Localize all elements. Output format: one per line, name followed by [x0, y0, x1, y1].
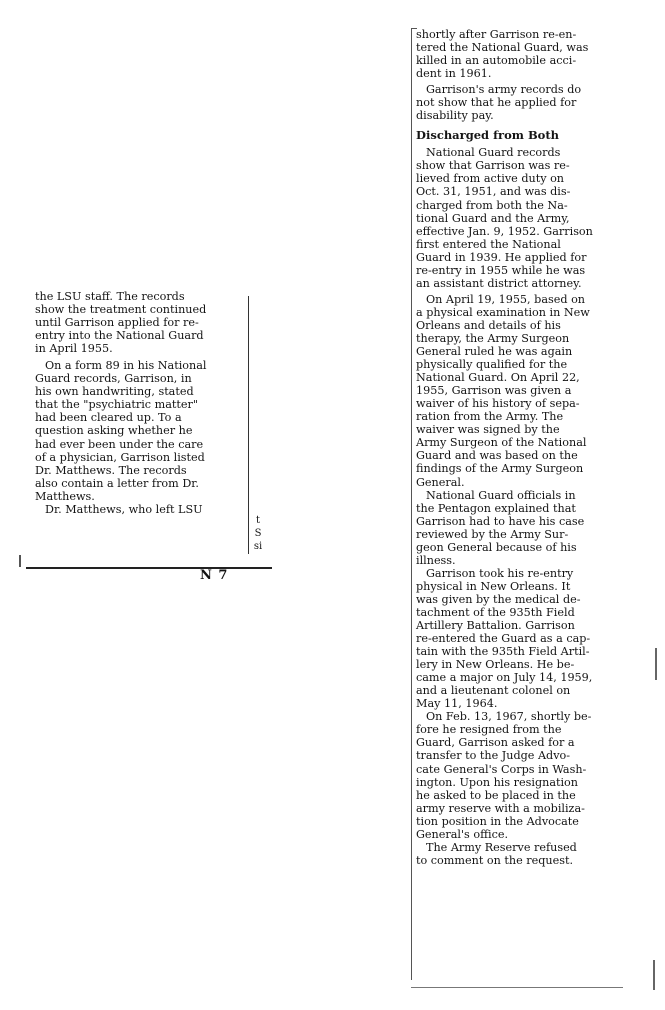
- right-clipping: [416, 28, 626, 867]
- right-clipping-bottom-rule: [411, 987, 623, 988]
- right-paragraph-2: On April 19, 1955, based on a physical examination in New Orleans and details of his therapy, the Army Surgeon General ruled he was again physically qualified for the National Guard. On April 22, 1955, Garrison was given a waiver of his history of sepa- ration from the Army. The waiver was signed by the Army Surgeon of the National Guard and was based on the findings of the Army Surgeon General.: [416, 292, 590, 489]
- right-intro-paragraph-2: Garrison's army records do not show that he applied for disability pay.: [416, 83, 582, 123]
- page-edge-mark: [655, 648, 657, 680]
- right-intro-paragraph-1: shortly after Garrison re-en- tered the National Guard, was killed in an automobile acci- dent in 1961.: [416, 28, 589, 81]
- left-paragraph-2: On a form 89 in his National Guard records, Garrison, in his own handwriting, stated that the "psychiatric matter" had been cleared up. To a question asking whether he had ever been under the care of a physician, Garrison listed Dr. Matthews. The records also contain a letter from Dr. Matthews.: [35, 359, 207, 503]
- left-clipping-bottom-rule: [26, 567, 272, 569]
- subheading: Discharged from Both: [416, 128, 560, 143]
- left-paragraph-1: the LSU staff. The records show the treatment continued until Garrison applied for re- entry into the National Guard in April 1955.: [35, 290, 207, 356]
- left-clipping: [35, 290, 245, 516]
- right-paragraph-1: National Guard records show that Garrison was re- lieved from active duty on Oct. 31, 1951, and was dis- charged from both the Na- tional Guard and the Army, effective Jan. 9, 1952. Garrison first entered the National Guard in 1939. He applied for re-entry in 1955 while he was an assistant district attorney.: [416, 146, 593, 290]
- adjacent-column-fragment: t S si: [253, 515, 263, 552]
- page-edge-mark: [653, 960, 655, 990]
- right-paragraph-3: National Guard officials in the Pentagon explained that Garrison had to have his case reviewed by the Army Sur- geon General because of his illness.: [416, 488, 585, 567]
- bottom-text-fragment: N 7: [200, 568, 229, 583]
- right-clipping-left-rule: [411, 28, 412, 980]
- left-column-rule: [248, 296, 249, 554]
- right-paragraph-4: Garrison took his re-entry physical in New Orleans. It was given by the medical de- tachment of the 935th Field Artillery Battalion. Garrison re-entered the Guard as a cap- tain with the 935th Field Artil- lery in New Orleans. He be- came a major on July 14, 1959, and a lieutenant colonel on May 11, 1964.: [416, 566, 593, 711]
- left-paragraph-3: Dr. Matthews, who left LSU: [45, 502, 203, 516]
- right-paragraph-5: On Feb. 13, 1967, shortly be- fore he resigned from the Guard, Garrison asked for a transfer to the Judge Advo- cate General's Corps in Wash- ington. Upon his resignation he asked to be placed in the army reserve with a mobiliza- tion position in the Advocate General's office.: [416, 710, 592, 841]
- right-paragraph-6: The Army Reserve refused to comment on the request.: [416, 840, 577, 867]
- clipping-edge-mark: [19, 555, 21, 567]
